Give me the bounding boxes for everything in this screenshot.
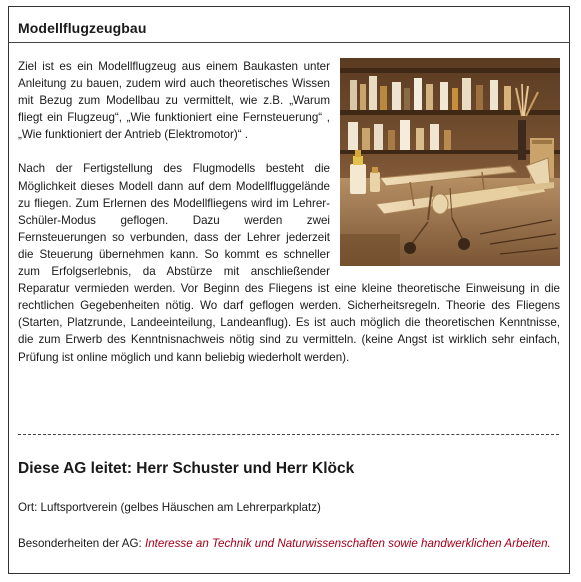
description: [18, 58, 560, 366]
paragraph-flying: Nach der Fertigstellung des Flugmodells besteht die Möglichkeit dieses Modell dann auf dem Modellfluggelände zu fliegen. Zum Erlernen des Modellfliegens wird im Lehrer-Schüler-Modus geflogen. Dazu werden zwei Fernsteuerungen so verbunden, dass der Lehrer jederzeit die Steuerung übernehmen kann. So kommt es schneller zum Erfolgserlebnis, da Abstürze mit anschließender Reparatur vermieden werden. Vor Beginn des Fliegens ist eine kleine theoretische Einweisung in die rechtlichen Gegebenheiten nötig. Wo darf geflogen werden. Sicherheitsregeln. Theorie des Fliegens (Starten, Platzrunde, Landeeinteilung, Landeanflug). Es ist auch möglich die theoretischen Kenntnisse, die zum Erwerb des Kenntnisnachweis nötig sind zu vermitteln. (keine Angst ist wirklich sehr einfach, Prüfung ist online möglich und kann beliebig wiederholt werden).: [18, 162, 560, 364]
model-airplane-photo: [340, 58, 560, 266]
page-title: Modellflugzeugbau: [18, 20, 147, 36]
paragraph-goal: Ziel ist es ein Modellflugzeug aus einem Baukasten unter Anleitung zu bauen, zudem wird auch theoretisches Wissen mit Bezug zum Modellbau zu vermittelt, wie z.B. „Warum fliegt ein Flugzeug“, „Wie funktioniert eine Fernsteuerung“ , „Wie funktioniert der Antrieb (Elektromotor)“ .: [18, 60, 330, 142]
special-notes: [18, 535, 558, 552]
location-text: Ort: Luftsportverein (gelbes Häuschen am Lehrerparkplatz): [18, 501, 321, 514]
leader-heading: Diese AG leitet: Herr Schuster und Herr Klöck: [18, 460, 355, 477]
special-label: Besonderheiten der AG:: [18, 537, 145, 550]
special-value: Interesse an Technik und Naturwissenschaften sowie handwerklichen Arbeiten.: [144, 537, 551, 550]
dashed-divider: [18, 434, 559, 435]
